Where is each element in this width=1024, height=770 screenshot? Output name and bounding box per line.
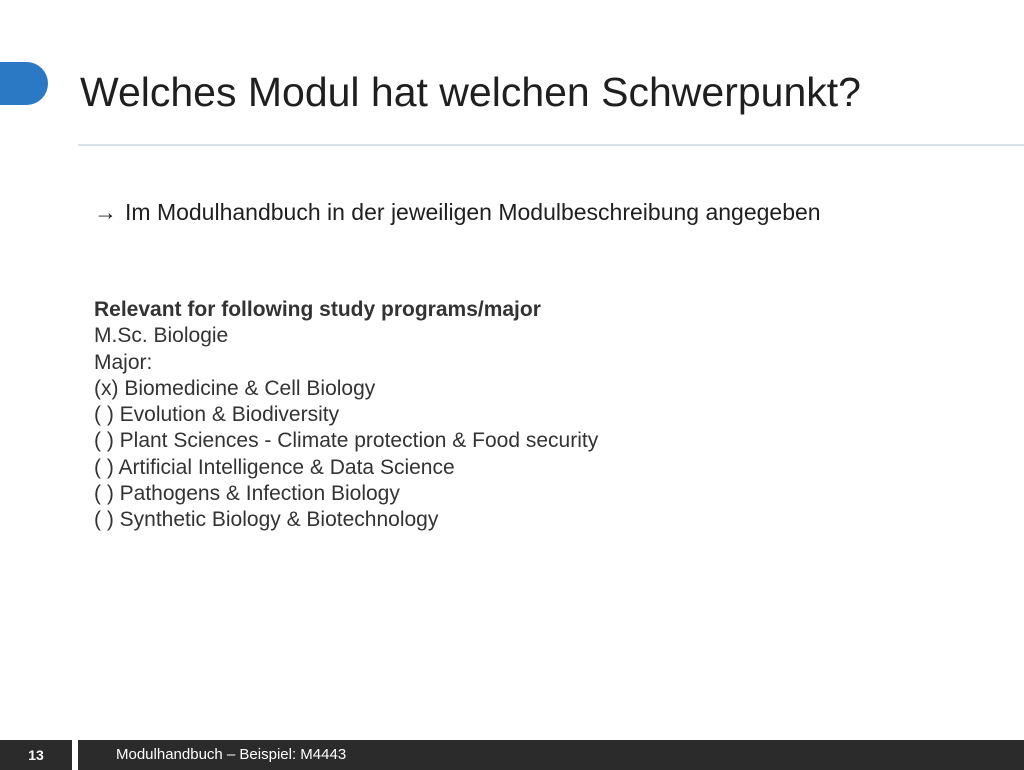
slide-title: Welches Modul hat welchen Schwerpunkt? [80,69,861,115]
excerpt-line-major-label: Major: [94,350,153,374]
major-option-synthetic-biology: ( ) Synthetic Biology & Biotechnology [94,508,439,532]
excerpt-line-program: M.Sc. Biologie [94,324,229,348]
slide-footer [0,740,1024,770]
major-option-pathogens: ( ) Pathogens & Infection Biology [94,482,400,506]
footer-bar [78,740,1024,770]
bullet-point [94,197,821,227]
arrow-icon: → [94,199,117,225]
bullet-text: Im Modulhandbuch in der jeweiligen Modulbeschreibung angegeben [125,199,821,225]
major-option-ai-data-science: ( ) Artificial Intelligence & Data Science [94,455,455,479]
major-option-plant-sciences: ( ) Plant Sciences - Climate protection & Food security [94,429,599,453]
module-excerpt [94,297,694,534]
footer-text: Modulhandbuch – Beispiel: M4443 [116,746,347,763]
page-number: 13 [0,740,72,770]
major-option-evolution: ( ) Evolution & Biodiversity [94,403,340,427]
excerpt-heading: Relevant for following study programs/major [94,298,541,321]
major-option-biomedicine: (x) Biomedicine & Cell Biology [94,376,376,400]
title-divider [78,144,1024,146]
accent-tab [0,62,48,105]
